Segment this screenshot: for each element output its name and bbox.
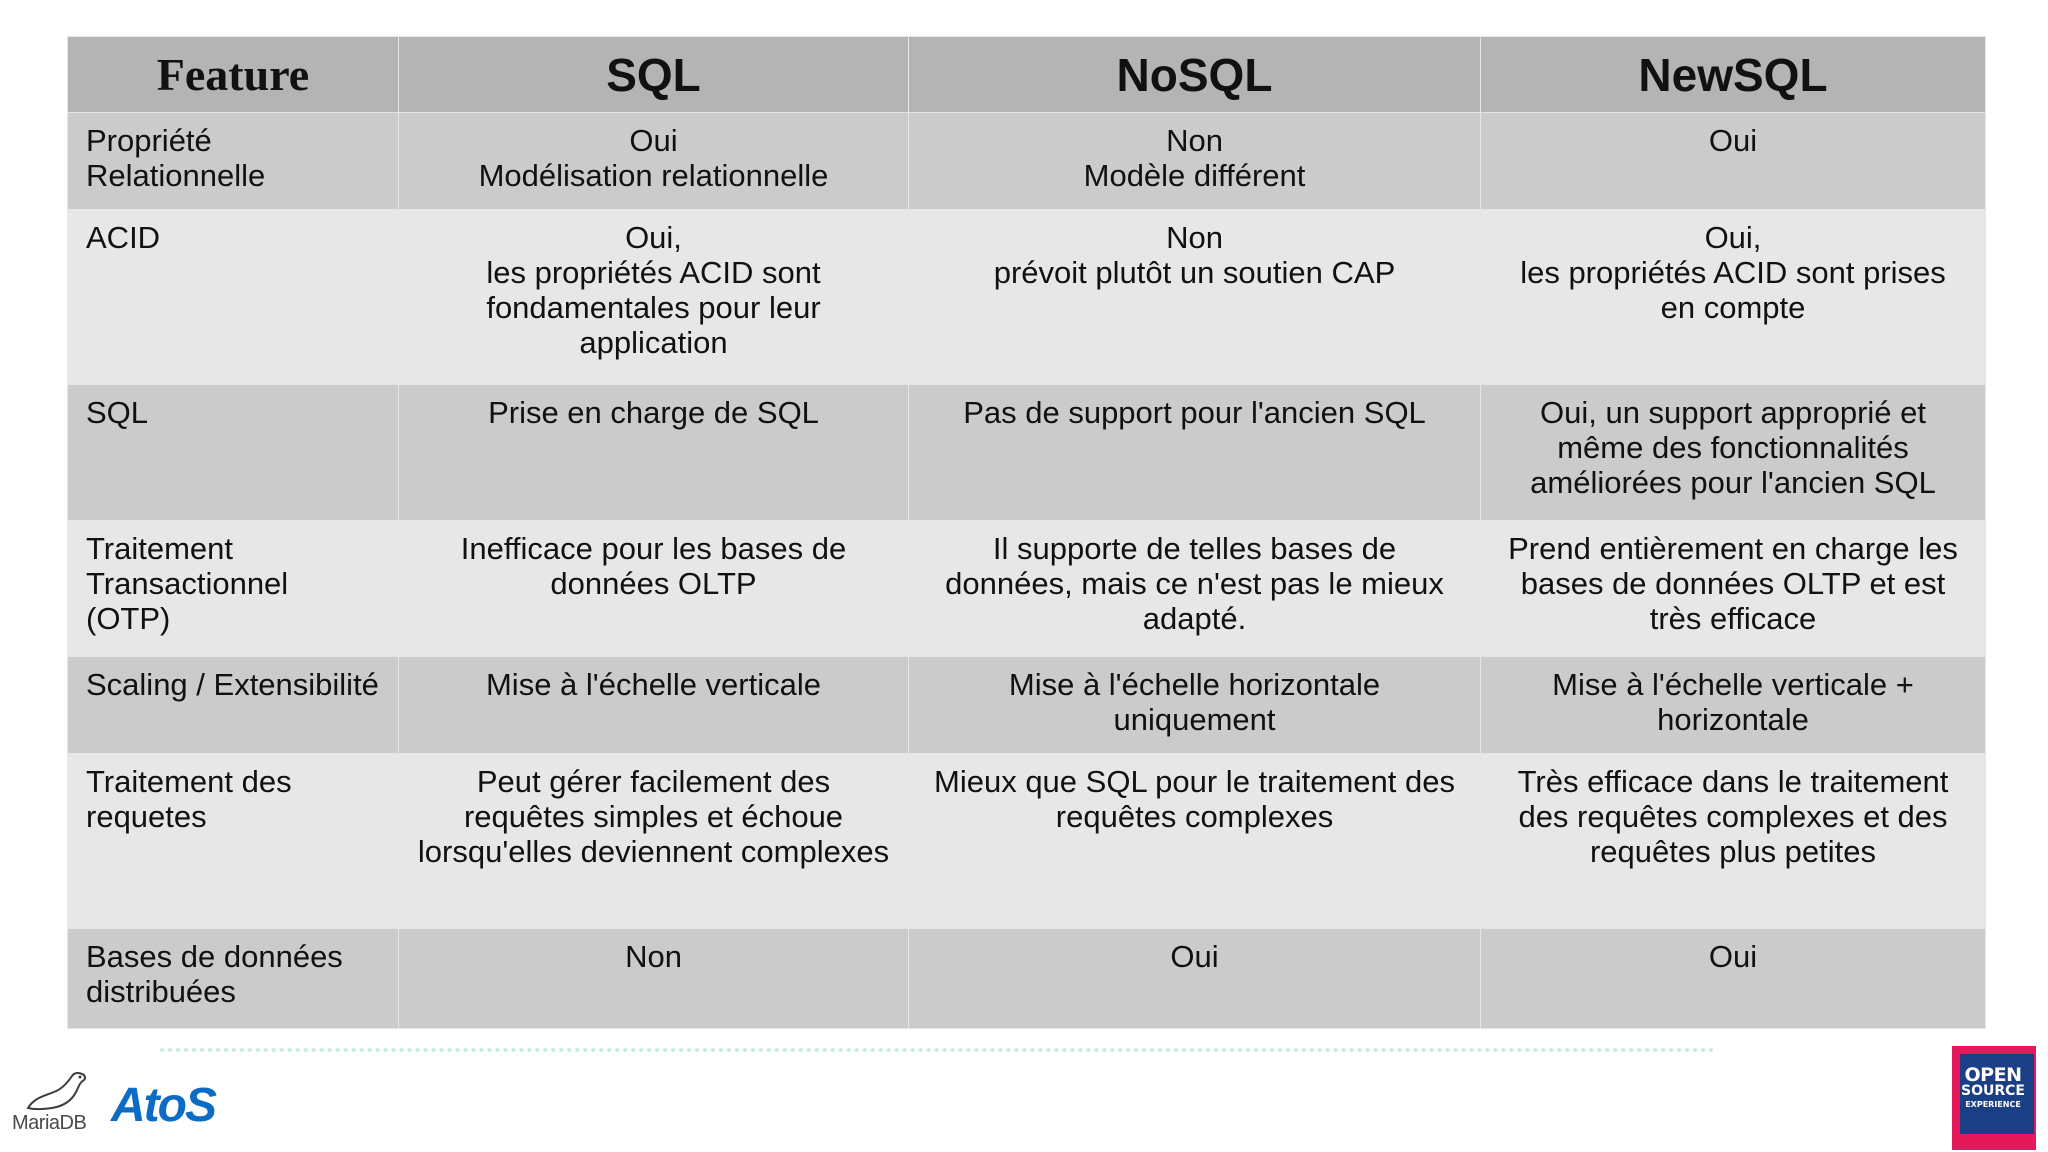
feature-label: Bases de données distribuées xyxy=(86,939,343,1009)
newsql-cell xyxy=(1481,521,1986,657)
sql-cell xyxy=(399,521,909,657)
nosql-cell xyxy=(909,210,1481,385)
feature-label: Propriété Relationnelle xyxy=(86,123,266,193)
feature-label: Traitement des requetes xyxy=(86,764,292,834)
feature-cell xyxy=(68,385,399,521)
feature-cell xyxy=(68,210,399,385)
nosql-value: Mise à l'échelle horizontale uniquement xyxy=(1008,667,1381,737)
newsql-value: Prend entièrement en charge les bases de données OLTP et est très efficace xyxy=(1508,531,1958,636)
feature-cell xyxy=(68,929,399,1029)
feature-cell xyxy=(68,657,399,754)
feature-cell xyxy=(68,521,399,657)
nosql-value: Pas de support pour l'ancien SQL xyxy=(963,395,1426,430)
sql-value: Oui Modélisation relationnelle xyxy=(478,123,829,193)
table-row xyxy=(68,521,1986,657)
nosql-cell xyxy=(909,657,1481,754)
sql-value: Oui, les propriétés ACID sont fondamentales pour leur application xyxy=(486,220,821,360)
ose-logo-line3: EXPERIENCE xyxy=(1965,1100,2021,1109)
nosql-cell xyxy=(909,754,1481,929)
header-sql: SQL xyxy=(399,37,909,113)
table-row xyxy=(68,113,1986,210)
nosql-value: Il supporte de telles bases de données, mais ce n'est pas le mieux adapté. xyxy=(945,531,1444,636)
header-newsql: NewSQL xyxy=(1481,37,1986,113)
header-feature: Feature xyxy=(68,37,399,113)
feature-cell xyxy=(68,113,399,210)
ose-logo-line2: SOURCE xyxy=(1961,1083,2025,1099)
sql-value: Peut gérer facilement des requêtes simples et échoue lorsqu'elles deviennent complexes xyxy=(417,764,890,869)
table-row xyxy=(68,385,1986,521)
header-nosql: NoSQL xyxy=(909,37,1481,113)
sql-cell xyxy=(399,754,909,929)
mariadb-logo-text: MariaDB xyxy=(12,1112,87,1134)
newsql-cell xyxy=(1481,754,1986,929)
feature-label: ACID xyxy=(86,220,161,255)
open-source-experience-logo xyxy=(1952,1046,2036,1150)
newsql-cell xyxy=(1481,113,1986,210)
table-row xyxy=(68,929,1986,1029)
newsql-cell xyxy=(1481,210,1986,385)
seal-icon xyxy=(24,1068,94,1114)
sql-value: Mise à l'échelle verticale xyxy=(485,667,821,702)
feature-label: SQL xyxy=(86,395,149,430)
newsql-cell xyxy=(1481,385,1986,521)
nosql-cell xyxy=(909,385,1481,521)
mariadb-logo xyxy=(10,1068,106,1134)
sql-value: Inefficace pour les bases de données OLTP xyxy=(460,531,847,601)
ose-logo-text xyxy=(1952,1064,2034,1110)
nosql-cell xyxy=(909,929,1481,1029)
sql-value: Non xyxy=(625,939,682,974)
nosql-value: Mieux que SQL pour le traitement des requêtes complexes xyxy=(934,764,1455,834)
table-row xyxy=(68,657,1986,754)
table-row xyxy=(68,754,1986,929)
ose-logo-line1: OPEN xyxy=(1964,1064,2022,1086)
feature-cell xyxy=(68,754,399,929)
footer-divider xyxy=(160,1048,1715,1052)
nosql-cell xyxy=(909,113,1481,210)
sql-cell xyxy=(399,113,909,210)
newsql-value: Oui xyxy=(1708,939,1758,974)
sql-value: Prise en charge de SQL xyxy=(488,395,819,430)
sql-cell xyxy=(399,385,909,521)
newsql-value: Oui, les propriétés ACID sont prises en compte xyxy=(1520,220,1946,325)
feature-label: Traitement Transactionnel (OTP) xyxy=(86,531,289,636)
nosql-value: Non prévoit plutôt un soutien CAP xyxy=(993,220,1396,290)
table-row xyxy=(68,210,1986,385)
nosql-value: Oui xyxy=(1170,939,1219,974)
atos-logo: AtoS xyxy=(111,1079,215,1132)
newsql-value: Oui, un support approprié et même des fonctionnalités améliorées pour l'ancien SQL xyxy=(1530,395,1936,500)
newsql-value: Oui xyxy=(1708,123,1758,158)
nosql-value: Non Modèle différent xyxy=(1083,123,1306,193)
table-header-row xyxy=(68,37,1986,113)
newsql-cell xyxy=(1481,929,1986,1029)
sql-cell xyxy=(399,929,909,1029)
nosql-cell xyxy=(909,521,1481,657)
feature-label: Scaling / Extensibilité xyxy=(86,667,379,702)
comparison-table xyxy=(67,36,1986,1029)
newsql-value: Très efficace dans le traitement des requêtes complexes et des requêtes plus petites xyxy=(1517,764,1949,869)
sql-cell xyxy=(399,657,909,754)
sql-cell xyxy=(399,210,909,385)
newsql-value: Mise à l'échelle verticale + horizontale xyxy=(1552,667,1914,737)
newsql-cell xyxy=(1481,657,1986,754)
